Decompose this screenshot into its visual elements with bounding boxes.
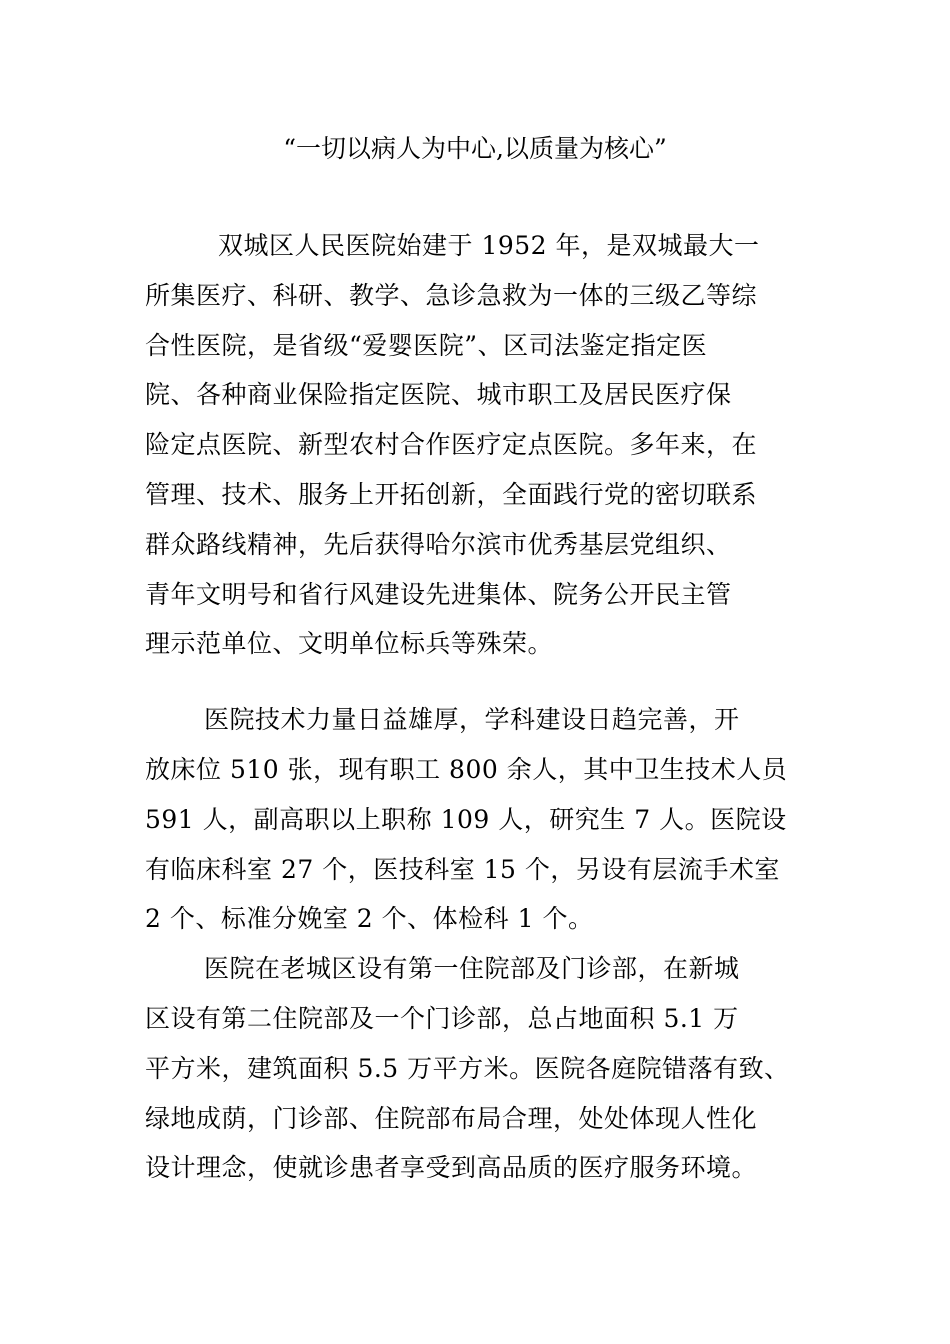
- paragraph-2-line-4: 有临床科室 27 个，医技科室 15 个，另设有层流手术室: [145, 855, 780, 884]
- paragraph-1-line-5: 险定点医院、新型农村合作医疗定点医院。多年来，在: [145, 430, 758, 459]
- paragraph-2-line-1: 医院技术力量日益雄厚，学科建设日趋完善，开: [204, 705, 740, 734]
- paragraph-2-line-3: 591 人，副高职以上职称 109 人，研究生 7 人。医院设: [145, 805, 787, 834]
- paragraph-2-line-2: 放床位 510 张，现有职工 800 余人，其中卫生技术人员: [145, 755, 788, 784]
- paragraph-3-line-3: 平方米，建筑面积 5.5 万平方米。医院各庭院错落有致、: [145, 1054, 790, 1083]
- paragraph-3-line-2: 区设有第二住院部及一个门诊部，总占地面积 5.1 万: [145, 1004, 739, 1033]
- document-title: “一切以病人为中心,以质量为核心”: [283, 134, 667, 163]
- paragraph-3-line-4: 绿地成荫，门诊部、住院部布局合理，处处体现人性化: [145, 1104, 758, 1133]
- paragraph-1-line-9: 理示范单位、文明单位标兵等殊荣。: [145, 629, 554, 658]
- paragraph-3-line-5: 设计理念，使就诊患者享受到高品质的医疗服务环境。: [145, 1153, 758, 1182]
- paragraph-3-line-1: 医院在老城区设有第一住院部及门诊部，在新城: [204, 954, 740, 983]
- paragraph-1-line-7: 群众路线精神，先后获得哈尔滨市优秀基层党组织、: [145, 530, 732, 559]
- paragraph-1-line-2: 所集医疗、科研、教学、急诊急救为一体的三级乙等综: [145, 281, 758, 310]
- paragraph-1-line-6: 管理、技术、服务上开拓创新，全面践行党的密切联系: [145, 480, 758, 509]
- paragraph-2-line-5: 2 个、标准分娩室 2 个、体检科 1 个。: [145, 904, 594, 933]
- paragraph-1-line-1: 双城区人民医院始建于 1952 年，是双城最大一: [218, 231, 760, 260]
- paragraph-1-line-4: 院、各种商业保险指定医院、城市职工及居民医疗保: [145, 380, 732, 409]
- paragraph-1-line-8: 青年文明号和省行风建设先进集体、院务公开民主管: [145, 580, 732, 609]
- paragraph-1-line-3: 合性医院，是省级“爱婴医院”、区司法鉴定指定医: [145, 331, 708, 360]
